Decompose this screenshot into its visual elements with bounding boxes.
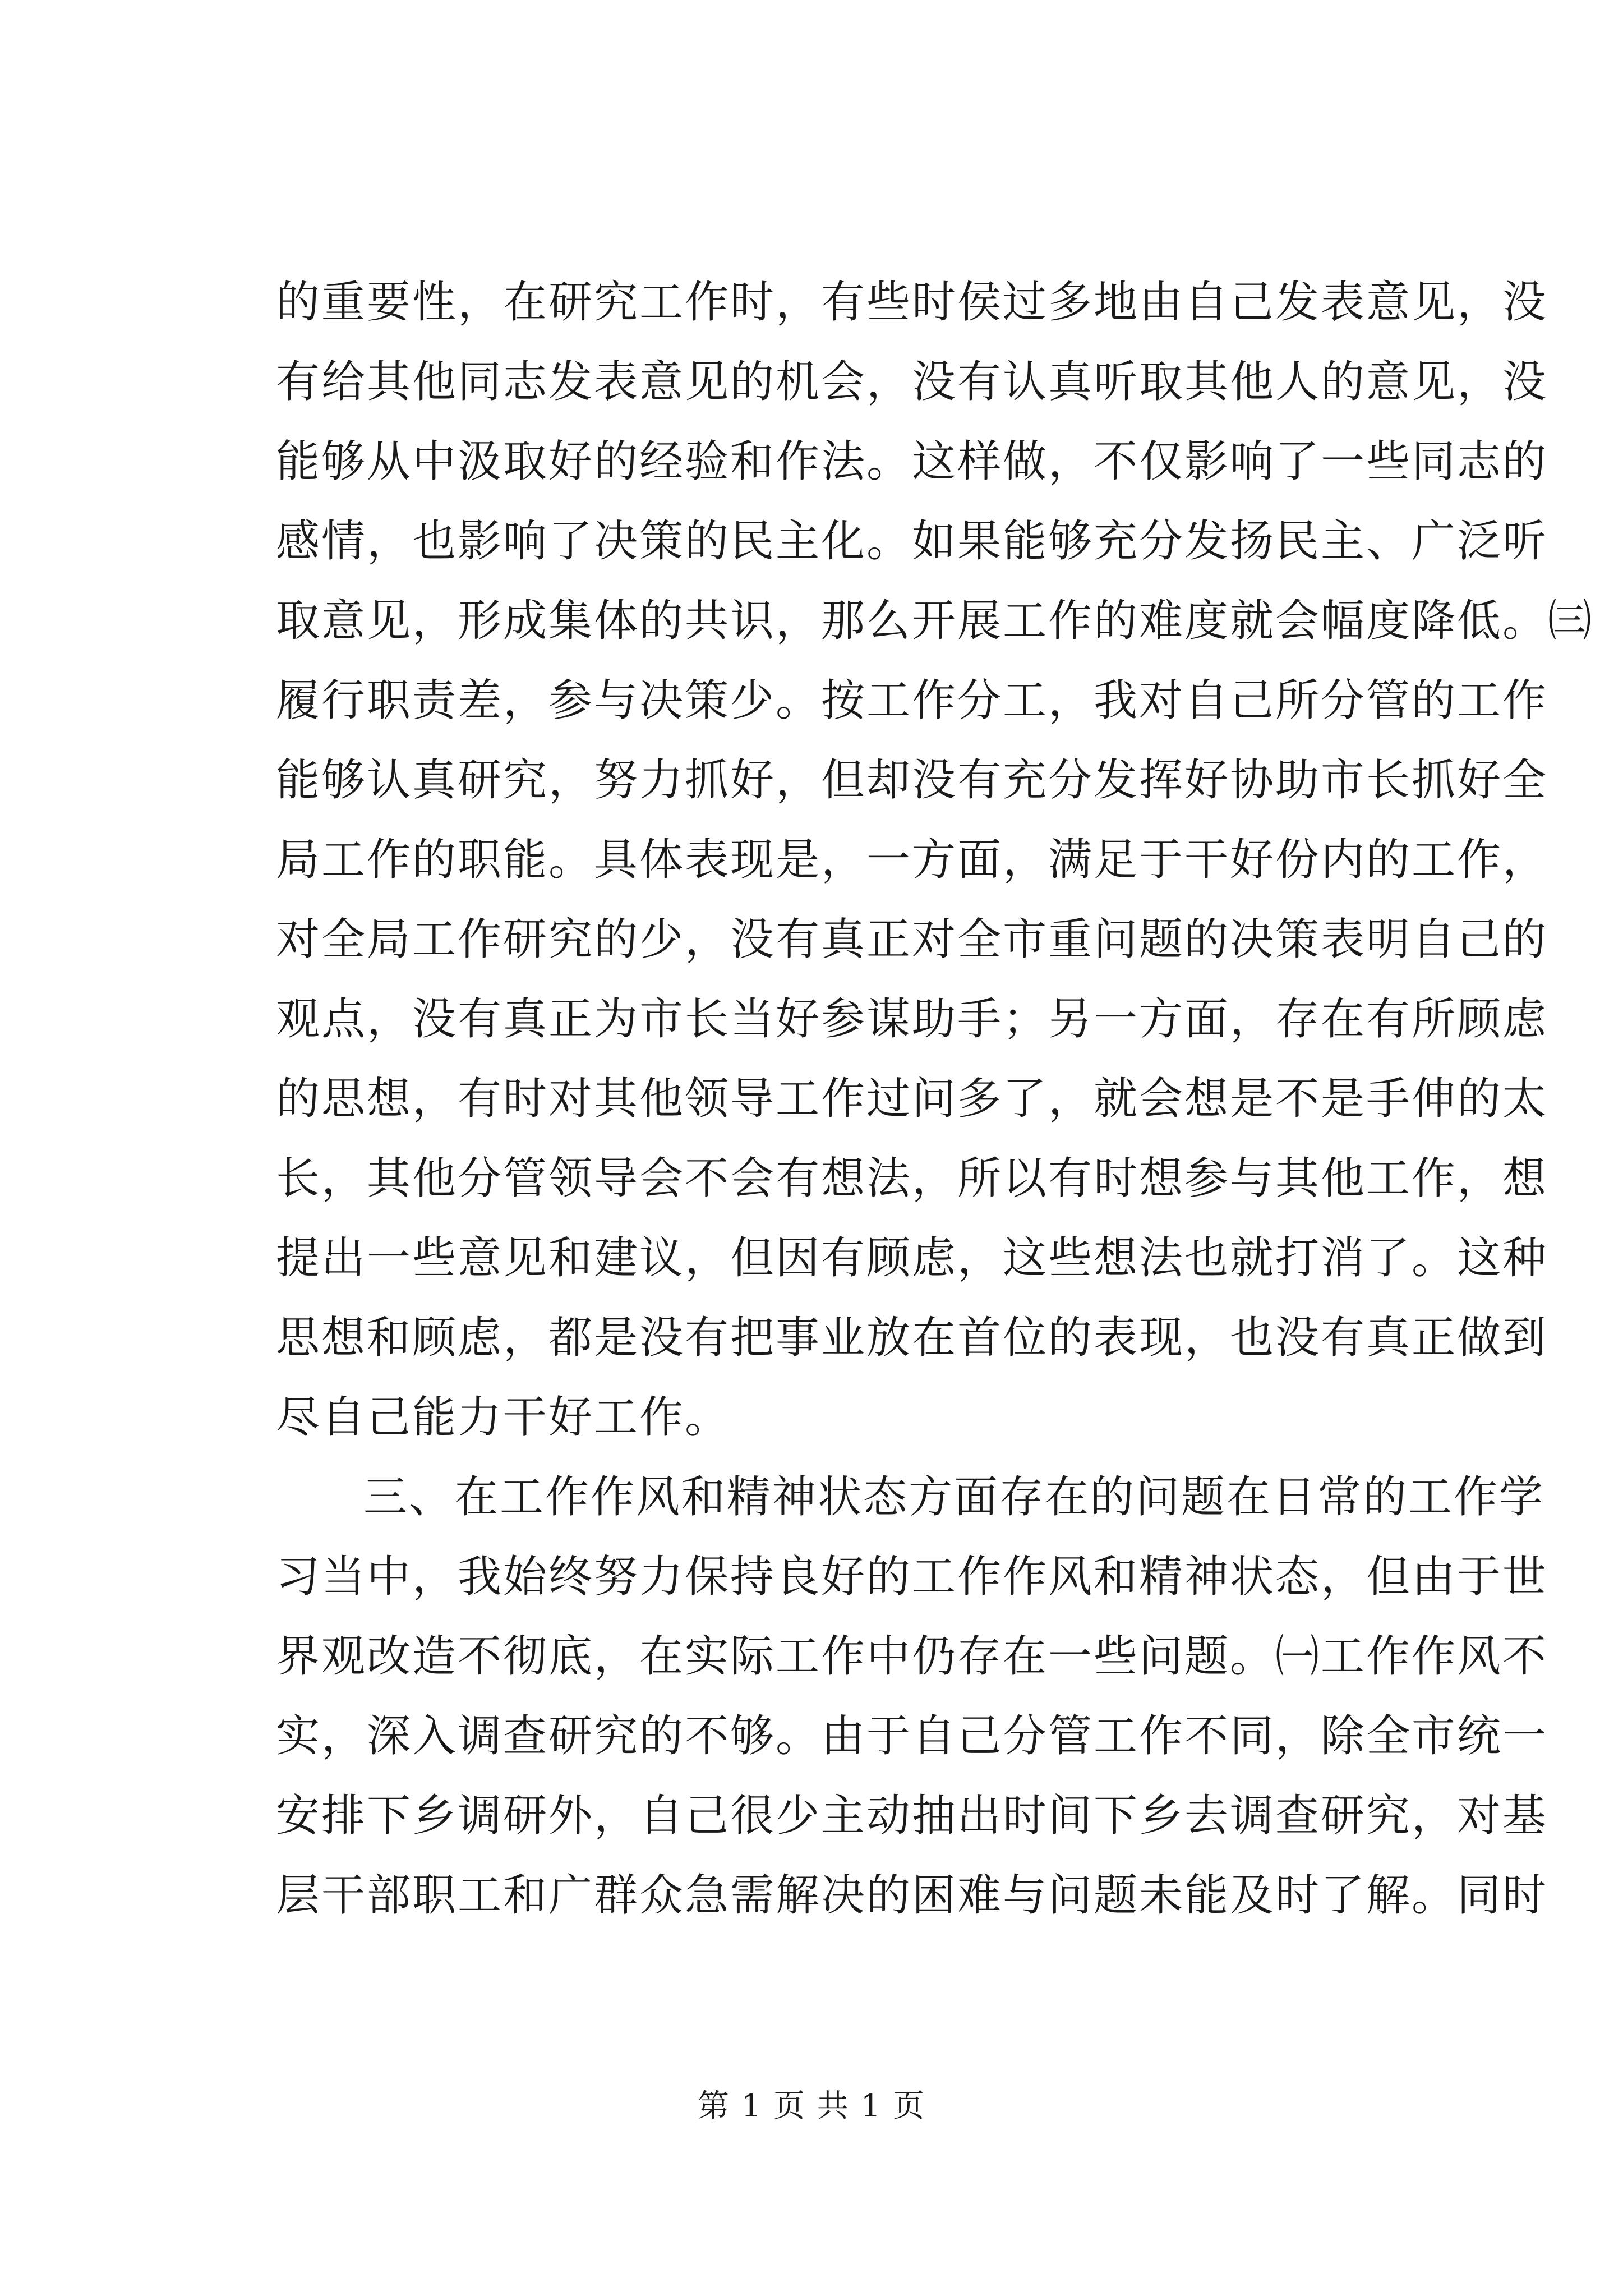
document-body	[276, 263, 1594, 1935]
text-line: 思想和顾虑，都是没有把事业放在首位的表现，也没有真正做到	[276, 1313, 1548, 1363]
text-line: 感情，也影响了决策的民主化。如果能够充分发扬民主、广泛听	[276, 516, 1548, 567]
text-line: 习当中，我始终努力保持良好的工作作风和精神状态，但由于世	[276, 1552, 1548, 1602]
text-line: 实，深入调查研究的不够。由于自己分管工作不同，除全市统一	[276, 1711, 1548, 1761]
text-line: 长，其他分管领导会不会有想法，所以有时想参与其他工作，想	[276, 1153, 1548, 1204]
text-line: 安排下乡调研外，自己很少主动抽出时间下乡去调查研究，对基	[276, 1791, 1548, 1841]
text-line: 界观改造不彻底，在实际工作中仍存在一些问题。㈠工作作风不	[276, 1631, 1548, 1682]
text-line: 层干部职工和广群众急需解决的困难与问题未能及时了解。同时	[276, 1870, 1548, 1921]
text-line: 取意见，形成集体的共识，那么开展工作的难度就会幅度降低。㈢	[276, 596, 1594, 646]
text-line: 的思想，有时对其他领导工作过问多了，就会想是不是手伸的太	[276, 1074, 1548, 1124]
text-line: 尽自己能力干好工作。	[276, 1392, 731, 1443]
text-line: 提出一些意见和建议，但因有顾虑，这些想法也就打消了。这种	[276, 1233, 1548, 1283]
text-line: 对全局工作研究的少，没有真正对全市重问题的决策表明自己的	[276, 914, 1548, 965]
text-line: 有给其他同志发表意见的机会，没有认真听取其他人的意见，没	[276, 357, 1548, 407]
page-number-footer: 第 1 页 共 1 页	[697, 2088, 926, 2124]
text-line: 局工作的职能。具体表现是，一方面，满足于干好份内的工作，	[276, 835, 1548, 885]
section-heading-line: 三、在工作作风和精神状态方面存在的问题在日常的工作学	[363, 1472, 1545, 1522]
text-line: 能够认真研究，努力抓好，但却没有充分发挥好协助市长抓好全	[276, 755, 1548, 806]
text-line: 能够从中汲取好的经验和作法。这样做，不仅影响了一些同志的	[276, 436, 1548, 487]
text-line: 观点，没有真正为市长当好参谋助手；另一方面，存在有所顾虑	[276, 994, 1548, 1045]
text-line: 的重要性，在研究工作时，有些时侯过多地由自己发表意见，没	[276, 277, 1548, 328]
text-line: 履行职责差，参与决策少。按工作分工，我对自己所分管的工作	[276, 675, 1548, 726]
